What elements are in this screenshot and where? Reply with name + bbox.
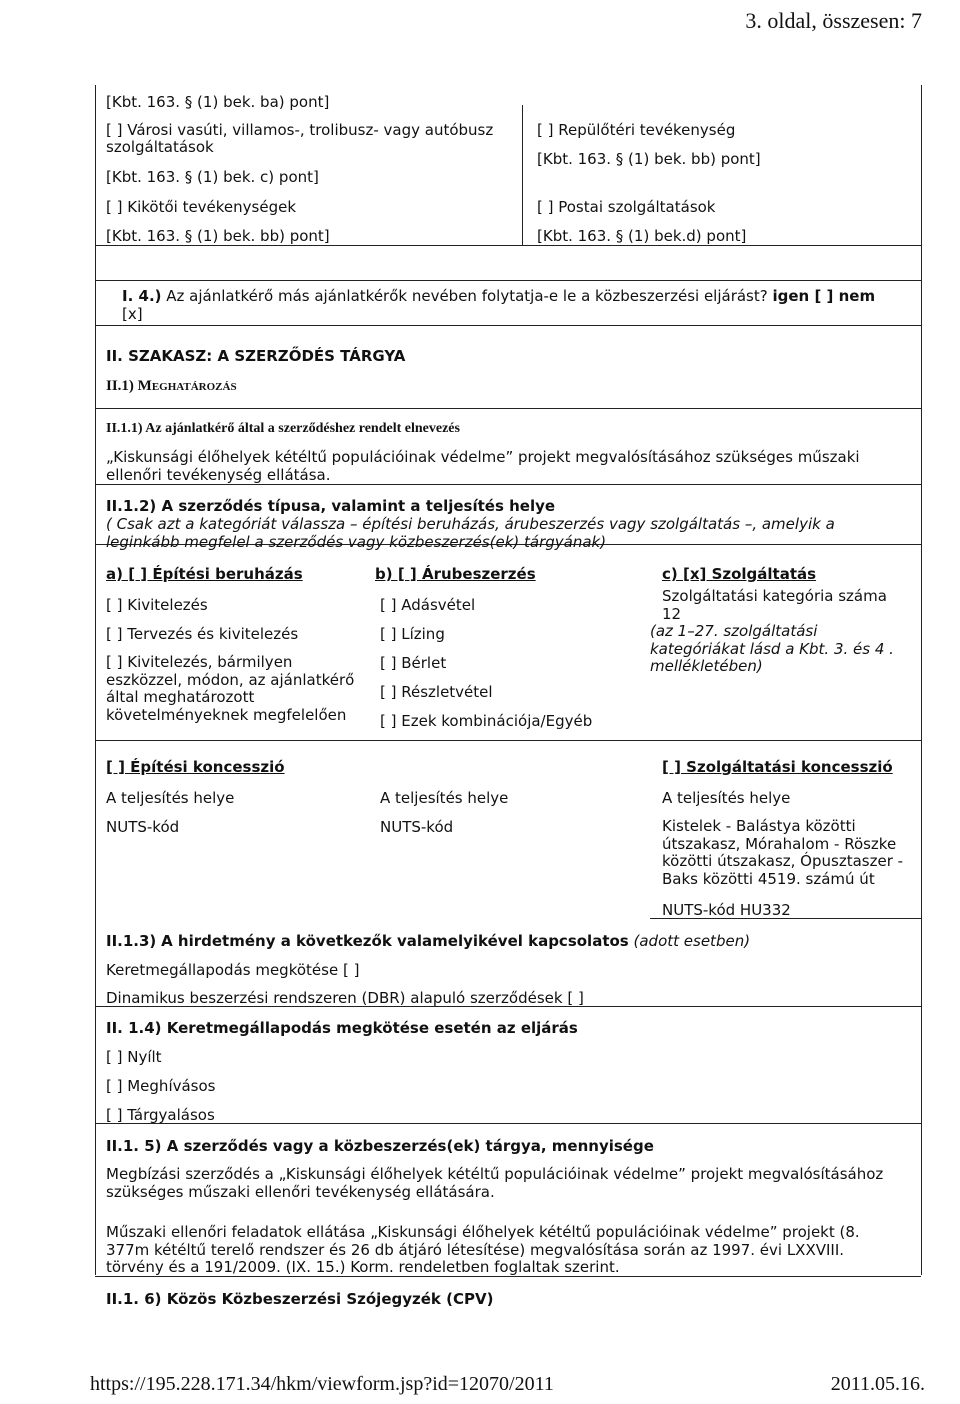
section2-sub-title: Meghatározás <box>137 378 237 394</box>
s116-title: Közös Közbeszerzési Szójegyzék (CPV) <box>166 1290 494 1308</box>
type-b-item-5: [ ] Ezek kombinációja/Egyéb <box>380 712 593 730</box>
type-b-item-2: [ ] Lízing <box>380 625 445 643</box>
i4-number: I. 4.) <box>122 287 162 305</box>
top-left-line-4: [Kbt. 163. § (1) bek. c) pont] <box>106 168 319 186</box>
s111-top-line <box>95 408 921 409</box>
s111-title: Az ajánlatkérő által a szerződéshez rendelt elnevezés <box>145 421 460 436</box>
top-left-line-3: szolgáltatások <box>106 138 214 156</box>
type-a-item-3: [ ] Kivitelezés, bármilyen eszközzel, módon, az ajánlatkérő által meghatározott követelményeknek megfelelően <box>106 653 355 724</box>
top-right-line-2: [Kbt. 163. § (1) bek. bb) pont] <box>537 150 761 168</box>
type-b-item-4: [ ] Részletvétel <box>380 683 493 701</box>
type-c-category: Szolgáltatási kategória száma <box>662 587 887 605</box>
s113-item-2: Dinamikus beszerzési rendszeren (DBR) alapuló szerződések [ ] <box>106 989 584 1007</box>
s113-title: A hirdetmény a következők valamelyikével kapcsolatos <box>161 932 629 950</box>
i4-question-line <box>122 287 875 305</box>
type-c-category-number: 12 <box>662 605 682 623</box>
top-right-line-1: [ ] Repülőtéri tevékenység <box>537 121 736 139</box>
type-b-item-3: [ ] Bérlet <box>380 654 447 672</box>
type-c-category-note: (az 1–27. szolgáltatási kategóriákat lásd a Kbt. 3. és 4 . mellékletében) <box>650 622 894 675</box>
s115-heading <box>106 1137 654 1155</box>
section2-title: II. SZAKASZ: A SZERZŐDÉS TÁRGYA <box>106 347 406 365</box>
type-a-place-label: A teljesítés helye <box>106 789 235 807</box>
top-left-line-1: [Kbt. 163. § (1) bek. ba) pont] <box>106 93 330 111</box>
type-a-item-1: [ ] Kivitelezés <box>106 596 208 614</box>
s113-num: II.1.3) <box>106 932 157 950</box>
frame-right-line <box>921 85 922 1275</box>
type-c-nuts: NUTS-kód HU332 <box>662 901 791 919</box>
s114-heading <box>106 1019 578 1037</box>
footer-date: 2011.05.16. <box>830 1373 925 1395</box>
s112-num: II.1.2) <box>106 497 157 515</box>
top-left-line-2: [ ] Városi vasúti, villamos-, trolibusz- vagy autóbusz <box>106 121 494 139</box>
s115-title: A szerződés vagy a közbeszerzés(ek) tárgya, mennyisége <box>166 1137 654 1155</box>
section2-sub-heading <box>106 378 237 395</box>
footer-url[interactable]: https://195.228.171.34/hkm/viewform.jsp?id=12070/2011 <box>90 1373 554 1395</box>
i4-top-line <box>95 280 921 281</box>
i4-bottom-line <box>95 325 921 326</box>
top-left-line-6: [Kbt. 163. § (1) bek. bb) pont] <box>106 227 330 245</box>
s113-item-1: Keretmegállapodás megkötése [ ] <box>106 961 360 979</box>
top-right-line-4: [Kbt. 163. § (1) bek.d) pont] <box>537 227 747 245</box>
s114-item-2: [ ] Meghívásos <box>106 1077 216 1095</box>
s115-paragraph-2: Műszaki ellenőri feladatok ellátása „Kiskunsági élőhelyek kétéltű populációinak védelme” projekt (8. 377m kétéltű terelő rendszer és 26 db átjáró létesítése) megvalósítása során az 1997. évi LXXVIII. törvény és a 191/2009. (IX. 15.) Korm. rendeletben foglaltak szerint. <box>106 1223 860 1276</box>
type-c-place-value: Kistelek - Balástya közötti útszakasz, Mórahalom - Röszke közötti útszakasz, Ópusztaszer - Baks közötti 4519. számú út <box>662 817 904 888</box>
type-b-header: b) [ ] Árubeszerzés <box>375 565 536 583</box>
top-left-line-5: [ ] Kikötői tevékenységek <box>106 198 297 216</box>
s115-num: II.1. 5) <box>106 1137 162 1155</box>
top-box-divider <box>522 105 523 245</box>
type-b-item-1: [ ] Adásvétel <box>380 596 476 614</box>
type-c-concession: [ ] Szolgáltatási koncesszió <box>662 758 893 776</box>
frame-left-line <box>95 85 96 1275</box>
type-c-place-label: A teljesítés helye <box>662 789 791 807</box>
s112-note: ( Csak azt a kategóriát válassza – építési beruházás, árubeszerzés vagy szolgáltatás –, amelyik a leginkább megfelel a szerződés vagy közbeszerzés(ek) tárgyának) <box>106 515 835 551</box>
type-b-nuts-label: NUTS-kód <box>380 818 454 836</box>
type-a-nuts-label: NUTS-kód <box>106 818 180 836</box>
type-a-item-2: [ ] Tervezés és kivitelezés <box>106 625 299 643</box>
types-bottom-line <box>95 740 921 741</box>
page-counter: 3. oldal, összesen: 7 <box>745 8 922 33</box>
i4-question: Az ajánlatkérő más ajánlatkérők nevében folytatja-e le a közbeszerzési eljárást? <box>166 287 768 305</box>
s114-item-1: [ ] Nyílt <box>106 1048 162 1066</box>
s111-text: „Kiskunsági élőhelyek kétéltű populációinak védelme” projekt megvalósításához szükséges műszaki ellenőri tevékenység ellátása. <box>106 448 860 484</box>
type-a-header: a) [ ] Építési beruházás <box>106 565 303 583</box>
i4-answer-yes: igen [ ] nem <box>772 287 876 305</box>
s111-heading <box>106 421 460 437</box>
s111-bottom-line <box>95 484 921 485</box>
type-a-concession: [ ] Építési koncesszió <box>106 758 285 776</box>
s114-title: Keretmegállapodás megkötése esetén az eljárás <box>166 1019 578 1037</box>
s114-num: II. 1.4) <box>106 1019 162 1037</box>
i4-answer-no: [x] <box>122 305 143 323</box>
s112-heading <box>106 497 555 515</box>
s116-heading <box>106 1290 493 1308</box>
type-b-place-label: A teljesítés helye <box>380 789 509 807</box>
type-c-header: c) [x] Szolgáltatás <box>662 565 817 583</box>
s111-num: II.1.1) <box>106 421 143 436</box>
section2-sub-num: II.1) <box>106 378 134 394</box>
s116-num: II.1. 6) <box>106 1290 162 1308</box>
s113-note: (adott esetben) <box>633 932 751 950</box>
s115-paragraph-1: Megbízási szerződés a „Kiskunsági élőhelyek kétéltű populációinak védelme” projekt megvalósításához szükséges műszaki ellenőri tevékenység ellátására. <box>106 1165 884 1201</box>
s114-item-3: [ ] Tárgyalásos <box>106 1106 215 1124</box>
top-box-bottom-line <box>95 245 921 246</box>
s114-bottom-line <box>95 1123 921 1124</box>
s112-title: A szerződés típusa, valamint a teljesítés helye <box>161 497 556 515</box>
top-right-line-3: [ ] Postai szolgáltatások <box>537 198 716 216</box>
s113-heading <box>106 932 750 950</box>
